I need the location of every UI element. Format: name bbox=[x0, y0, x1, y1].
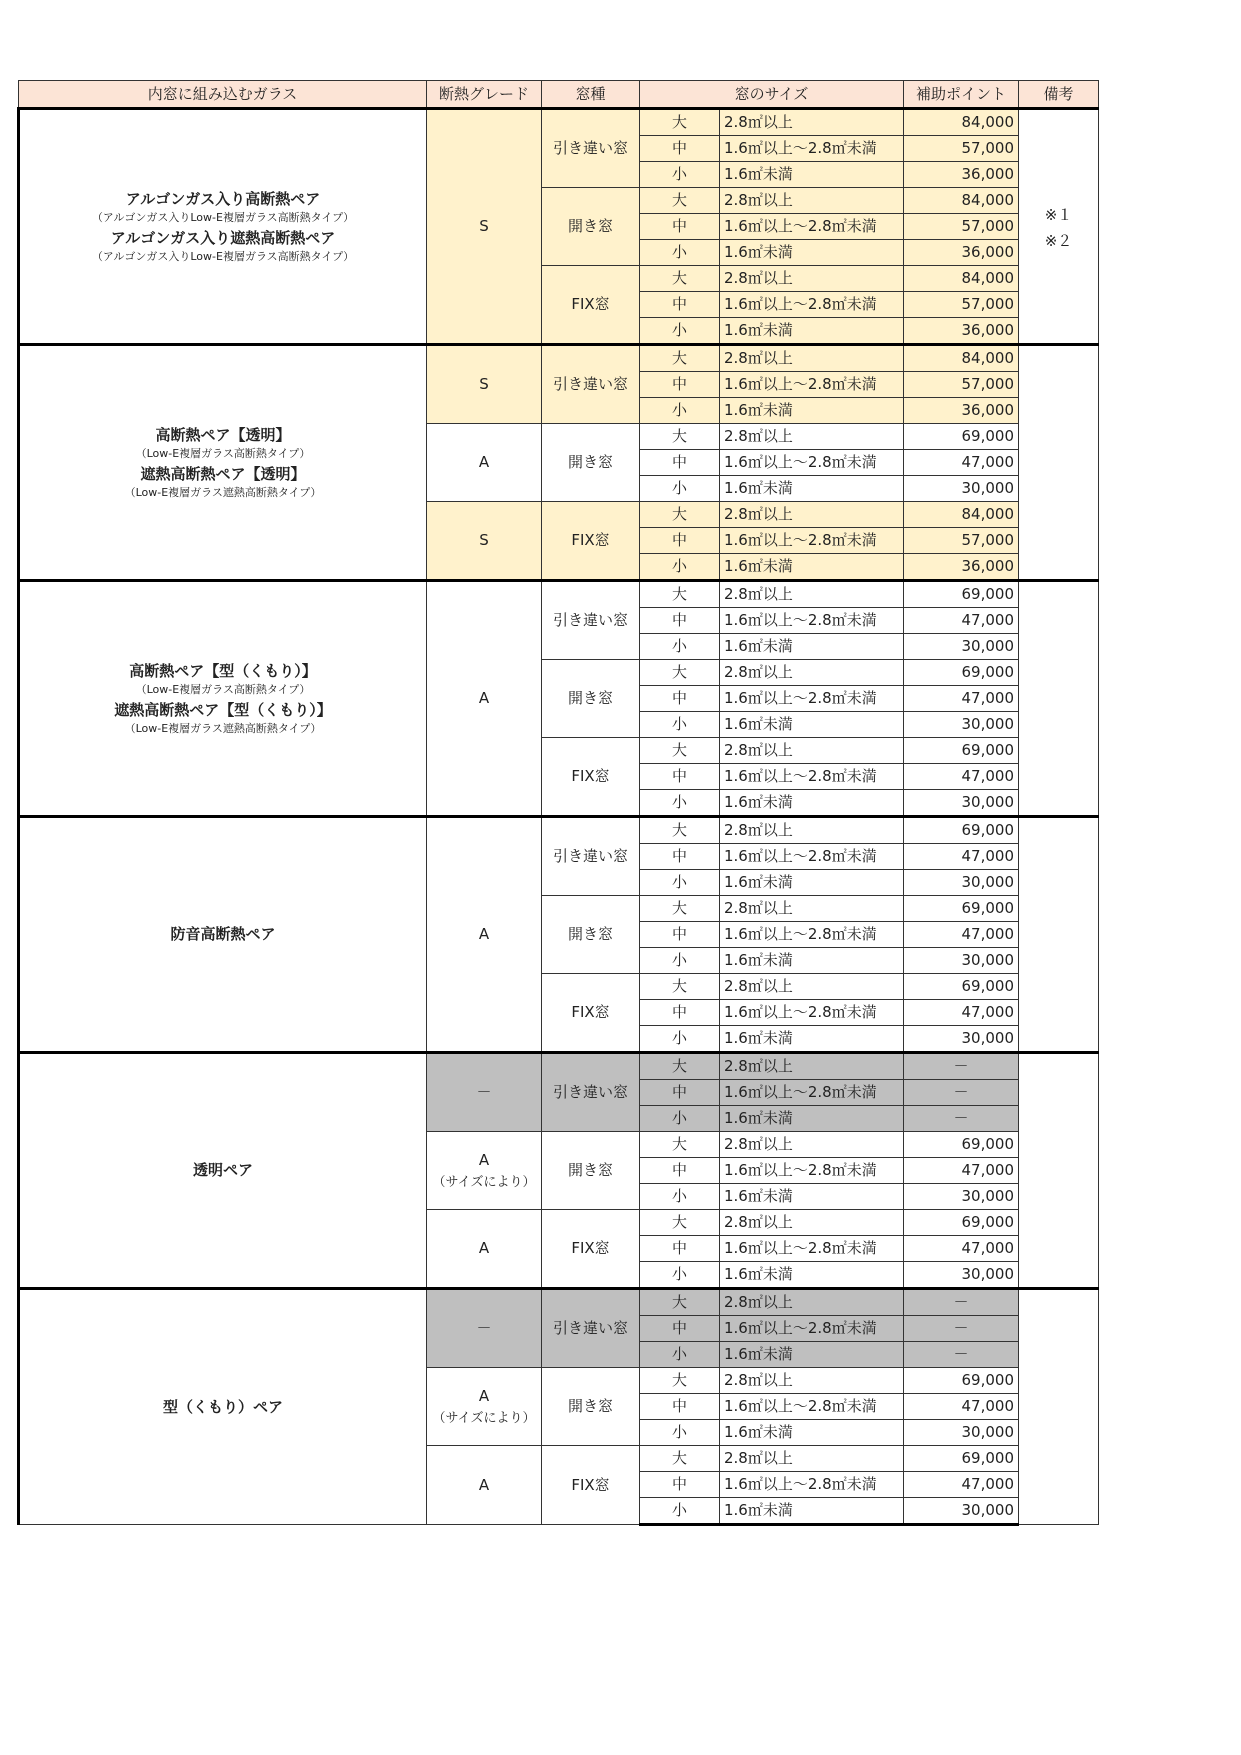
grade-label: S bbox=[479, 375, 489, 393]
points-cell: 30,000 bbox=[904, 1420, 1019, 1446]
points-cell: 47,000 bbox=[904, 922, 1019, 948]
grade-label: A bbox=[478, 1239, 490, 1257]
size-class-cell: 小 bbox=[640, 790, 720, 817]
table-row bbox=[19, 1053, 1099, 1080]
points-cell: 69,000 bbox=[904, 1368, 1019, 1394]
glass-name-cell bbox=[19, 581, 427, 817]
size-class-cell: 大 bbox=[640, 502, 720, 528]
size-class-cell: 中 bbox=[640, 844, 720, 870]
size-range-cell: 1.6㎡未満 bbox=[720, 398, 904, 424]
size-class-cell: 中 bbox=[640, 292, 720, 318]
size-range-cell: 1.6㎡以上～2.8㎡未満 bbox=[720, 1316, 904, 1342]
points-cell: 36,000 bbox=[904, 162, 1019, 188]
grade-cell bbox=[427, 1368, 542, 1446]
size-class-cell: 大 bbox=[640, 424, 720, 450]
points-cell: 69,000 bbox=[904, 1132, 1019, 1158]
table-row bbox=[19, 1289, 1099, 1316]
points-cell: 69,000 bbox=[904, 581, 1019, 608]
points-cell: 84,000 bbox=[904, 502, 1019, 528]
points-cell: 69,000 bbox=[904, 896, 1019, 922]
table-row bbox=[19, 581, 1099, 608]
size-class-cell: 大 bbox=[640, 581, 720, 608]
points-cell: 84,000 bbox=[904, 188, 1019, 214]
size-class-cell: 中 bbox=[640, 1394, 720, 1420]
size-range-cell: 1.6㎡未満 bbox=[720, 1026, 904, 1053]
points-cell: 30,000 bbox=[904, 1184, 1019, 1210]
size-class-cell: 大 bbox=[640, 1446, 720, 1472]
points-cell: 30,000 bbox=[904, 1026, 1019, 1053]
window-type-cell: 引き違い窓 bbox=[542, 109, 640, 188]
remarks-cell bbox=[1019, 1053, 1099, 1289]
glass-name-line: （Low-E複層ガラス高断熱タイプ） bbox=[135, 447, 311, 460]
size-range-cell: 1.6㎡以上～2.8㎡未満 bbox=[720, 450, 904, 476]
size-class-cell: 小 bbox=[640, 318, 720, 345]
points-cell: 57,000 bbox=[904, 136, 1019, 162]
size-range-cell: 1.6㎡未満 bbox=[720, 162, 904, 188]
glass-name-line: （Low-E複層ガラス高断熱タイプ） bbox=[135, 683, 311, 696]
points-cell: 84,000 bbox=[904, 109, 1019, 136]
size-range-cell: 1.6㎡未満 bbox=[720, 1106, 904, 1132]
window-type-cell: 引き違い窓 bbox=[542, 1053, 640, 1132]
size-class-cell: 大 bbox=[640, 974, 720, 1000]
size-range-cell: 1.6㎡以上～2.8㎡未満 bbox=[720, 528, 904, 554]
points-cell: 47,000 bbox=[904, 1158, 1019, 1184]
points-cell: － bbox=[904, 1342, 1019, 1368]
size-range-cell: 1.6㎡未満 bbox=[720, 1420, 904, 1446]
points-cell: 57,000 bbox=[904, 372, 1019, 398]
size-range-cell: 2.8㎡以上 bbox=[720, 266, 904, 292]
points-cell: 69,000 bbox=[904, 738, 1019, 764]
size-range-cell: 1.6㎡以上～2.8㎡未満 bbox=[720, 1472, 904, 1498]
size-range-cell: 2.8㎡以上 bbox=[720, 1446, 904, 1472]
size-range-cell: 1.6㎡未満 bbox=[720, 870, 904, 896]
table-row bbox=[19, 345, 1099, 372]
points-cell: 84,000 bbox=[904, 345, 1019, 372]
size-range-cell: 2.8㎡以上 bbox=[720, 1368, 904, 1394]
size-range-cell: 1.6㎡未満 bbox=[720, 712, 904, 738]
points-cell: 84,000 bbox=[904, 266, 1019, 292]
size-class-cell: 小 bbox=[640, 1262, 720, 1289]
size-range-cell: 1.6㎡以上～2.8㎡未満 bbox=[720, 608, 904, 634]
size-range-cell: 1.6㎡未満 bbox=[720, 318, 904, 345]
points-cell: 47,000 bbox=[904, 686, 1019, 712]
size-class-cell: 小 bbox=[640, 240, 720, 266]
glass-name-cell bbox=[19, 1289, 427, 1525]
grade-cell bbox=[427, 1053, 542, 1132]
header-glass: 内窓に組み込むガラス bbox=[19, 81, 427, 109]
size-range-cell: 1.6㎡以上～2.8㎡未満 bbox=[720, 686, 904, 712]
size-range-cell: 1.6㎡以上～2.8㎡未満 bbox=[720, 1158, 904, 1184]
size-class-cell: 中 bbox=[640, 1158, 720, 1184]
window-type-cell: FIX窓 bbox=[542, 974, 640, 1053]
grade-cell bbox=[427, 1289, 542, 1368]
grade-label: A bbox=[478, 453, 490, 471]
size-class-cell: 大 bbox=[640, 1132, 720, 1158]
window-type-cell: 開き窓 bbox=[542, 188, 640, 266]
size-class-cell: 大 bbox=[640, 738, 720, 764]
window-type-cell: 開き窓 bbox=[542, 896, 640, 974]
size-class-cell: 中 bbox=[640, 136, 720, 162]
window-type-cell: 引き違い窓 bbox=[542, 817, 640, 896]
size-range-cell: 1.6㎡以上～2.8㎡未満 bbox=[720, 372, 904, 398]
window-type-cell: 開き窓 bbox=[542, 660, 640, 738]
grade-label: － bbox=[476, 1083, 492, 1101]
points-cell: 57,000 bbox=[904, 528, 1019, 554]
window-type-cell: 引き違い窓 bbox=[542, 345, 640, 424]
size-range-cell: 2.8㎡以上 bbox=[720, 188, 904, 214]
window-type-cell: 開き窓 bbox=[542, 1368, 640, 1446]
points-cell: 30,000 bbox=[904, 948, 1019, 974]
size-range-cell: 1.6㎡以上～2.8㎡未満 bbox=[720, 844, 904, 870]
grade-cell bbox=[427, 345, 542, 424]
points-cell: 47,000 bbox=[904, 608, 1019, 634]
size-class-cell: 中 bbox=[640, 1080, 720, 1106]
size-class-cell: 大 bbox=[640, 1368, 720, 1394]
size-range-cell: 2.8㎡以上 bbox=[720, 581, 904, 608]
window-type-cell: FIX窓 bbox=[542, 266, 640, 345]
points-cell: 47,000 bbox=[904, 764, 1019, 790]
size-class-cell: 小 bbox=[640, 398, 720, 424]
size-class-cell: 大 bbox=[640, 1210, 720, 1236]
grade-cell bbox=[427, 581, 542, 817]
grade-label: A bbox=[478, 1387, 490, 1405]
glass-name-line: （Low-E複層ガラス遮熱高断熱タイプ） bbox=[124, 722, 322, 735]
table-row bbox=[19, 817, 1099, 844]
size-class-cell: 大 bbox=[640, 1289, 720, 1316]
points-cell: 69,000 bbox=[904, 660, 1019, 686]
size-range-cell: 1.6㎡以上～2.8㎡未満 bbox=[720, 1080, 904, 1106]
window-type-cell: 引き違い窓 bbox=[542, 581, 640, 660]
points-cell: 30,000 bbox=[904, 476, 1019, 502]
size-range-cell: 1.6㎡未満 bbox=[720, 554, 904, 581]
header-window-size: 窓のサイズ bbox=[640, 81, 904, 109]
header-remarks: 備考 bbox=[1019, 81, 1099, 109]
grade-cell bbox=[427, 109, 542, 345]
size-class-cell: 小 bbox=[640, 870, 720, 896]
size-class-cell: 大 bbox=[640, 660, 720, 686]
remarks-cell bbox=[1019, 581, 1099, 817]
subsidy-points-table bbox=[17, 80, 1099, 1526]
glass-name-cell bbox=[19, 345, 427, 581]
size-range-cell: 1.6㎡未満 bbox=[720, 476, 904, 502]
points-cell: 57,000 bbox=[904, 292, 1019, 318]
remarks-cell bbox=[1019, 109, 1099, 345]
grade-label: A bbox=[478, 925, 490, 943]
glass-name-line: アルゴンガス入り高断熱ペア bbox=[125, 189, 321, 208]
points-cell: 47,000 bbox=[904, 1394, 1019, 1420]
size-class-cell: 小 bbox=[640, 554, 720, 581]
grade-cell bbox=[427, 1210, 542, 1289]
grade-note: （サイズにより） bbox=[432, 1411, 536, 1426]
remark-note: ※２ bbox=[1044, 232, 1073, 250]
size-class-cell: 小 bbox=[640, 1184, 720, 1210]
points-cell: 30,000 bbox=[904, 870, 1019, 896]
size-class-cell: 大 bbox=[640, 896, 720, 922]
size-range-cell: 2.8㎡以上 bbox=[720, 345, 904, 372]
grade-cell bbox=[427, 817, 542, 1053]
points-cell: 30,000 bbox=[904, 712, 1019, 738]
size-range-cell: 2.8㎡以上 bbox=[720, 1053, 904, 1080]
glass-name-cell bbox=[19, 1053, 427, 1289]
size-range-cell: 1.6㎡以上～2.8㎡未満 bbox=[720, 764, 904, 790]
size-class-cell: 小 bbox=[640, 476, 720, 502]
glass-name-line: （Low-E複層ガラス遮熱高断熱タイプ） bbox=[124, 486, 322, 499]
points-cell: 30,000 bbox=[904, 1262, 1019, 1289]
size-range-cell: 1.6㎡未満 bbox=[720, 1342, 904, 1368]
size-class-cell: 中 bbox=[640, 764, 720, 790]
points-cell: 69,000 bbox=[904, 817, 1019, 844]
size-class-cell: 中 bbox=[640, 214, 720, 240]
size-range-cell: 1.6㎡以上～2.8㎡未満 bbox=[720, 136, 904, 162]
points-cell: 36,000 bbox=[904, 398, 1019, 424]
size-class-cell: 小 bbox=[640, 948, 720, 974]
points-cell: － bbox=[904, 1106, 1019, 1132]
size-range-cell: 1.6㎡以上～2.8㎡未満 bbox=[720, 1394, 904, 1420]
window-type-cell: 開き窓 bbox=[542, 424, 640, 502]
size-range-cell: 1.6㎡以上～2.8㎡未満 bbox=[720, 1236, 904, 1262]
glass-name-line: （アルゴンガス入りLow-E複層ガラス高断熱タイプ） bbox=[91, 211, 355, 224]
points-cell: 47,000 bbox=[904, 1472, 1019, 1498]
points-cell: 36,000 bbox=[904, 318, 1019, 345]
grade-cell bbox=[427, 502, 542, 581]
grade-label: A bbox=[478, 689, 490, 707]
size-class-cell: 大 bbox=[640, 817, 720, 844]
window-type-cell: FIX窓 bbox=[542, 502, 640, 581]
size-range-cell: 1.6㎡以上～2.8㎡未満 bbox=[720, 292, 904, 318]
points-cell: 69,000 bbox=[904, 1446, 1019, 1472]
size-range-cell: 2.8㎡以上 bbox=[720, 1289, 904, 1316]
window-type-cell: FIX窓 bbox=[542, 1446, 640, 1525]
grade-label: S bbox=[479, 531, 489, 549]
size-class-cell: 中 bbox=[640, 1472, 720, 1498]
points-cell: 69,000 bbox=[904, 424, 1019, 450]
points-cell: 69,000 bbox=[904, 1210, 1019, 1236]
size-class-cell: 小 bbox=[640, 712, 720, 738]
size-class-cell: 大 bbox=[640, 266, 720, 292]
grade-label: S bbox=[479, 217, 489, 235]
size-range-cell: 1.6㎡以上～2.8㎡未満 bbox=[720, 1000, 904, 1026]
header-row bbox=[19, 81, 1099, 109]
size-range-cell: 2.8㎡以上 bbox=[720, 896, 904, 922]
size-range-cell: 2.8㎡以上 bbox=[720, 738, 904, 764]
header-grade: 断熱グレード bbox=[427, 81, 542, 109]
points-cell: － bbox=[904, 1316, 1019, 1342]
glass-name-cell bbox=[19, 109, 427, 345]
grade-cell bbox=[427, 1132, 542, 1210]
size-range-cell: 2.8㎡以上 bbox=[720, 502, 904, 528]
size-range-cell: 2.8㎡以上 bbox=[720, 1132, 904, 1158]
remarks-cell bbox=[1019, 345, 1099, 581]
points-cell: 30,000 bbox=[904, 634, 1019, 660]
points-cell: 47,000 bbox=[904, 450, 1019, 476]
size-class-cell: 小 bbox=[640, 1342, 720, 1368]
table-row bbox=[19, 109, 1099, 136]
glass-name-line: 透明ペア bbox=[192, 1161, 253, 1180]
size-class-cell: 中 bbox=[640, 922, 720, 948]
grade-cell bbox=[427, 1446, 542, 1525]
size-range-cell: 2.8㎡以上 bbox=[720, 1210, 904, 1236]
window-type-cell: 引き違い窓 bbox=[542, 1289, 640, 1368]
glass-name-line: アルゴンガス入り遮熱高断熱ペア bbox=[110, 228, 336, 247]
size-range-cell: 2.8㎡以上 bbox=[720, 424, 904, 450]
size-range-cell: 1.6㎡未満 bbox=[720, 1184, 904, 1210]
points-cell: 47,000 bbox=[904, 844, 1019, 870]
size-range-cell: 1.6㎡未満 bbox=[720, 240, 904, 266]
points-cell: 36,000 bbox=[904, 554, 1019, 581]
points-cell: 30,000 bbox=[904, 790, 1019, 817]
window-type-cell: FIX窓 bbox=[542, 738, 640, 817]
size-class-cell: 小 bbox=[640, 634, 720, 660]
grade-label: A bbox=[478, 1151, 490, 1169]
grade-note: （サイズにより） bbox=[432, 1175, 536, 1190]
size-class-cell: 小 bbox=[640, 1106, 720, 1132]
size-class-cell: 中 bbox=[640, 1000, 720, 1026]
size-class-cell: 中 bbox=[640, 450, 720, 476]
size-range-cell: 1.6㎡未満 bbox=[720, 790, 904, 817]
size-range-cell: 1.6㎡以上～2.8㎡未満 bbox=[720, 214, 904, 240]
points-cell: 47,000 bbox=[904, 1236, 1019, 1262]
points-cell: 57,000 bbox=[904, 214, 1019, 240]
size-class-cell: 小 bbox=[640, 1026, 720, 1053]
points-cell: 30,000 bbox=[904, 1498, 1019, 1525]
window-type-cell: FIX窓 bbox=[542, 1210, 640, 1289]
glass-name-line: 防音高断熱ペア bbox=[170, 925, 276, 944]
size-class-cell: 中 bbox=[640, 1316, 720, 1342]
remarks-cell bbox=[1019, 1289, 1099, 1525]
size-range-cell: 1.6㎡以上～2.8㎡未満 bbox=[720, 922, 904, 948]
size-class-cell: 小 bbox=[640, 1420, 720, 1446]
size-class-cell: 中 bbox=[640, 528, 720, 554]
grade-label: A bbox=[478, 1475, 490, 1494]
points-cell: － bbox=[904, 1080, 1019, 1106]
glass-name-line: （アルゴンガス入りLow-E複層ガラス高断熱タイプ） bbox=[91, 250, 355, 263]
glass-name-line: 遮熱高断熱ペア【型（くもり）】 bbox=[114, 700, 332, 719]
grade-label: － bbox=[476, 1319, 492, 1337]
points-cell: 69,000 bbox=[904, 974, 1019, 1000]
size-class-cell: 中 bbox=[640, 686, 720, 712]
header-points: 補助ポイント bbox=[904, 81, 1019, 109]
size-class-cell: 小 bbox=[640, 1498, 720, 1525]
size-class-cell: 小 bbox=[640, 162, 720, 188]
size-class-cell: 大 bbox=[640, 345, 720, 372]
points-cell: － bbox=[904, 1053, 1019, 1080]
glass-name-cell bbox=[19, 817, 427, 1053]
size-range-cell: 2.8㎡以上 bbox=[720, 974, 904, 1000]
size-range-cell: 2.8㎡以上 bbox=[720, 660, 904, 686]
size-class-cell: 中 bbox=[640, 1236, 720, 1262]
size-class-cell: 中 bbox=[640, 372, 720, 398]
glass-name-line: 遮熱高断熱ペア【透明】 bbox=[140, 464, 306, 483]
glass-name-line: 型（くもり）ペア bbox=[162, 1397, 283, 1416]
points-cell: － bbox=[904, 1289, 1019, 1316]
size-range-cell: 2.8㎡以上 bbox=[720, 817, 904, 844]
size-class-cell: 中 bbox=[640, 608, 720, 634]
window-type-cell: 開き窓 bbox=[542, 1132, 640, 1210]
glass-name-line: 高断熱ペア【型（くもり）】 bbox=[129, 661, 317, 680]
remarks-cell bbox=[1019, 817, 1099, 1053]
size-range-cell: 2.8㎡以上 bbox=[720, 109, 904, 136]
size-range-cell: 1.6㎡未満 bbox=[720, 1498, 904, 1525]
grade-cell bbox=[427, 424, 542, 502]
size-class-cell: 大 bbox=[640, 188, 720, 214]
points-cell: 47,000 bbox=[904, 1000, 1019, 1026]
remark-note: ※１ bbox=[1044, 206, 1073, 224]
size-range-cell: 1.6㎡未満 bbox=[720, 1262, 904, 1289]
size-class-cell: 大 bbox=[640, 109, 720, 136]
points-cell: 36,000 bbox=[904, 240, 1019, 266]
glass-name-line: 高断熱ペア【透明】 bbox=[155, 425, 291, 444]
size-range-cell: 1.6㎡未満 bbox=[720, 948, 904, 974]
size-class-cell: 大 bbox=[640, 1053, 720, 1080]
header-window-type: 窓種 bbox=[542, 81, 640, 109]
size-range-cell: 1.6㎡未満 bbox=[720, 634, 904, 660]
